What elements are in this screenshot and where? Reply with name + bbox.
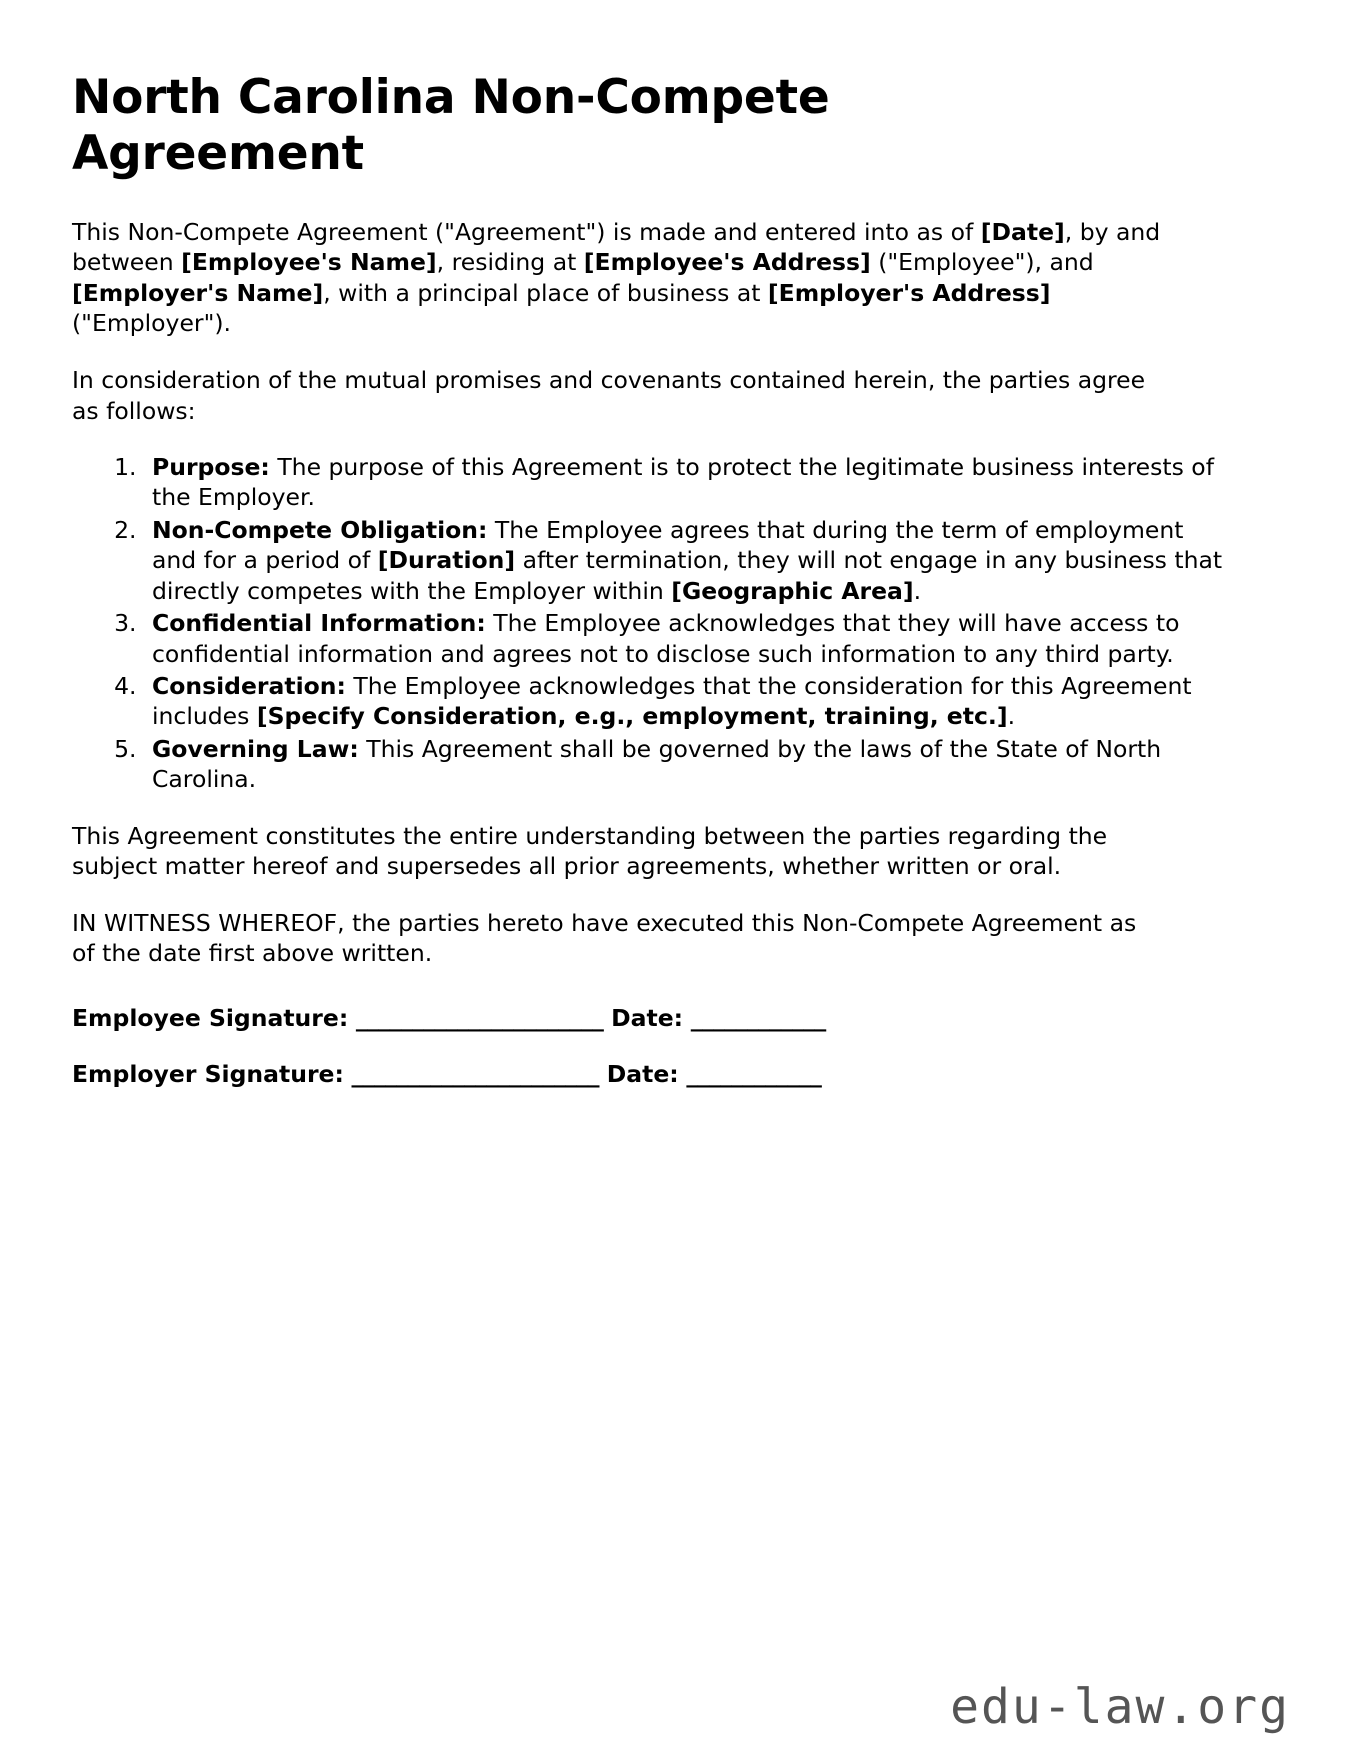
clause-text-confidential-information: The Employee acknowledges that they will have access to confidential information and agrees not to disclose such information to any third party. (152, 609, 1180, 668)
placeholder-duration: [Duration] (377, 546, 516, 575)
employee-signature-label: Employee Signature: (72, 1003, 349, 1032)
employer-signature-label: Employer Signature: (72, 1060, 344, 1089)
clause-item-non-compete-obligation (144, 515, 1234, 606)
clause-item-confidential-information (144, 608, 1234, 669)
clause-text-non-compete-a: The Employee agrees that during the term of employment and for a period of (152, 515, 1184, 575)
placeholder-employer-address: [Employer's Address] (767, 278, 1051, 307)
employee-date-line[interactable]: ____________ (683, 1003, 826, 1032)
clause-heading-confidential-information: Confidential Information: (152, 609, 486, 638)
employee-signature-line[interactable]: ______________________ (348, 1003, 612, 1032)
witness-paragraph: IN WITNESS WHEREOF, the parties hereto have executed this Non-Compete Agreement as of the date first above written. (72, 908, 1137, 968)
clause-item-governing-law (144, 734, 1234, 795)
placeholder-date: [Date] (980, 217, 1065, 246)
signature-block (72, 1003, 1290, 1090)
placeholder-specify-consideration: [Specify Consideration, e.g., employment, training, etc.] (256, 702, 1008, 731)
site-watermark: edu-law.org (950, 1679, 1290, 1735)
intro-seg-5: , with a principal place of business at (323, 278, 768, 307)
intro-seg-1: This Non-Compete Agreement ("Agreement") is made and entered into as of (72, 217, 981, 246)
intro-seg-6: ("Employer"). (72, 309, 232, 338)
employer-date-label: Date: (606, 1060, 679, 1089)
employee-signature-row (72, 1003, 1290, 1034)
intro-seg-4: ("Employee"), and (870, 248, 1094, 277)
clause-text-non-compete-b: after termination, they will not engage in any business that directly competes with the Employer within (152, 546, 1223, 605)
placeholder-employer-name: [Employer's Name] (72, 278, 324, 307)
clause-heading-purpose: Purpose: (152, 453, 270, 482)
clause-item-purpose (144, 452, 1234, 513)
intro-paragraph (72, 217, 1162, 339)
clause-heading-consideration: Consideration: (152, 672, 346, 701)
employer-signature-row (72, 1059, 1290, 1090)
employer-date-line[interactable]: ____________ (678, 1060, 822, 1089)
clause-heading-non-compete-obligation: Non-Compete Obligation: (152, 515, 488, 544)
consideration-paragraph: In consideration of the mutual promises and covenants contained herein, the parties agree as follows: (72, 365, 1146, 425)
clause-text-consideration-a: The Employee acknowledges that the consideration for this Agreement includes (152, 672, 1192, 731)
placeholder-geographic-area: [Geographic Area] (671, 576, 914, 605)
clause-heading-governing-law: Governing Law: (152, 734, 359, 763)
intro-seg-2: , by and between (72, 217, 1161, 277)
placeholder-employee-address: [Employee's Address] (583, 248, 871, 277)
employer-signature-line[interactable]: ______________________ (343, 1060, 607, 1089)
clause-item-consideration (144, 671, 1234, 732)
clause-text-consideration-b: . (1007, 702, 1016, 731)
clause-text-purpose: The purpose of this Agreement is to protect the legitimate business interests of the Employer. (152, 453, 1214, 512)
clause-list (72, 452, 1234, 795)
intro-seg-3: , residing at (436, 248, 584, 277)
entire-understanding-paragraph: This Agreement constitutes the entire understanding between the parties regarding the subject matter hereof and supersedes all prior agreements, whether written or oral. (72, 821, 1108, 881)
clause-text-governing-law: This Agreement shall be governed by the laws of the State of North Carolina. (152, 734, 1162, 794)
page-title: North Carolina Non-Compete Agreement (72, 70, 830, 182)
clause-text-non-compete-c: . (913, 576, 922, 605)
placeholder-employee-name: [Employee's Name] (181, 248, 437, 277)
employee-date-label: Date: (611, 1003, 684, 1032)
